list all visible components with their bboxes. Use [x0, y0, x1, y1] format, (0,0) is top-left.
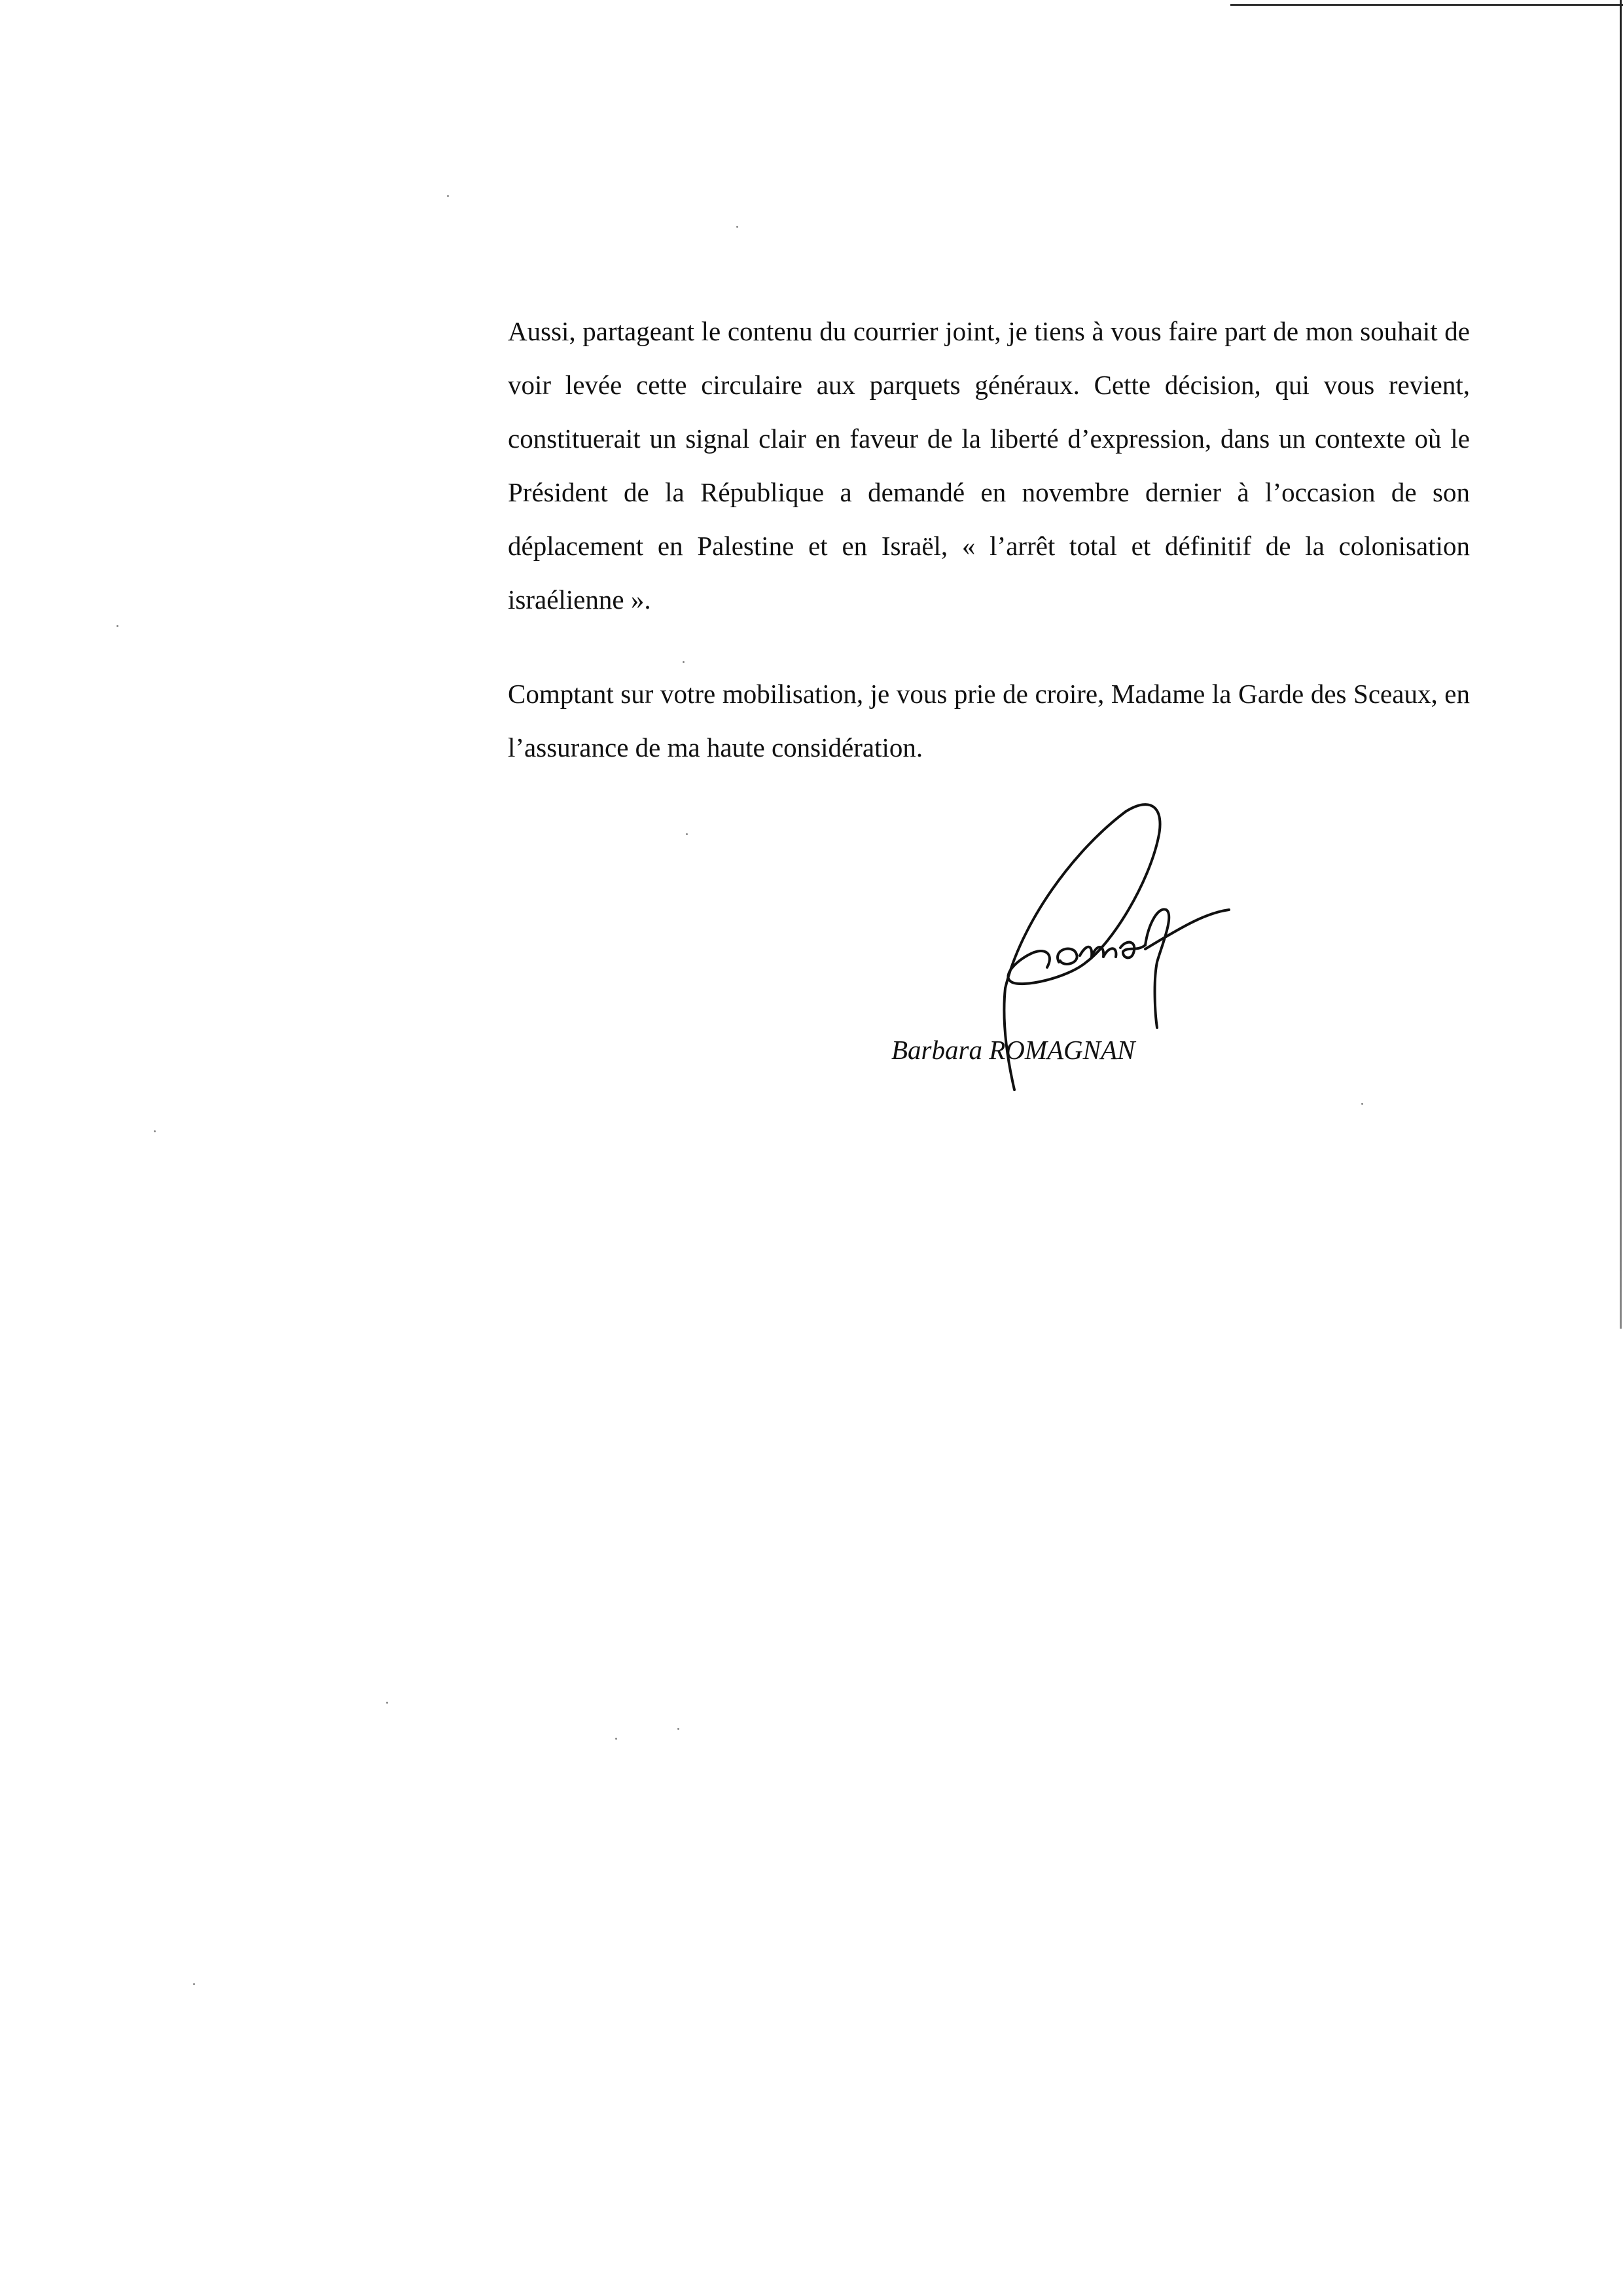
scan-speck	[154, 1130, 156, 1132]
scan-speck	[677, 1728, 679, 1730]
scan-edge-right	[1620, 0, 1622, 1329]
scan-speck	[193, 1983, 195, 1985]
scan-speck	[736, 226, 738, 228]
closing-paragraph: Comptant sur votre mobilisation, je vous prie de croire, Madame la Garde des Sceaux, en l’assurance de ma haute considération.	[508, 679, 1470, 762]
scan-speck	[116, 625, 118, 627]
body-paragraph: Aussi, partageant le contenu du courrier joint, je tiens à vous faire part de mon souhait de voir levée cette circulaire aux parquets généraux. Cette décision, qui vous revient, constituerait un signal clair en faveur de la liberté d’expression, dans un contexte où le Président de la République a demandé en novembre dernier à l’occasion de son déplacement en Palestine et en Israël, « l’arrêt total et définitif de la colonisation israélienne ».	[508, 316, 1470, 615]
scan-speck	[1361, 1103, 1363, 1105]
scan-speck	[683, 661, 685, 663]
scan-speck	[615, 1738, 617, 1740]
scan-speck	[447, 195, 449, 197]
signer-name: Barbara ROMAGNAN	[891, 1035, 1135, 1065]
scan-speck	[386, 1702, 388, 1704]
scan-speck	[686, 833, 688, 835]
scan-edge-top	[1230, 4, 1623, 6]
